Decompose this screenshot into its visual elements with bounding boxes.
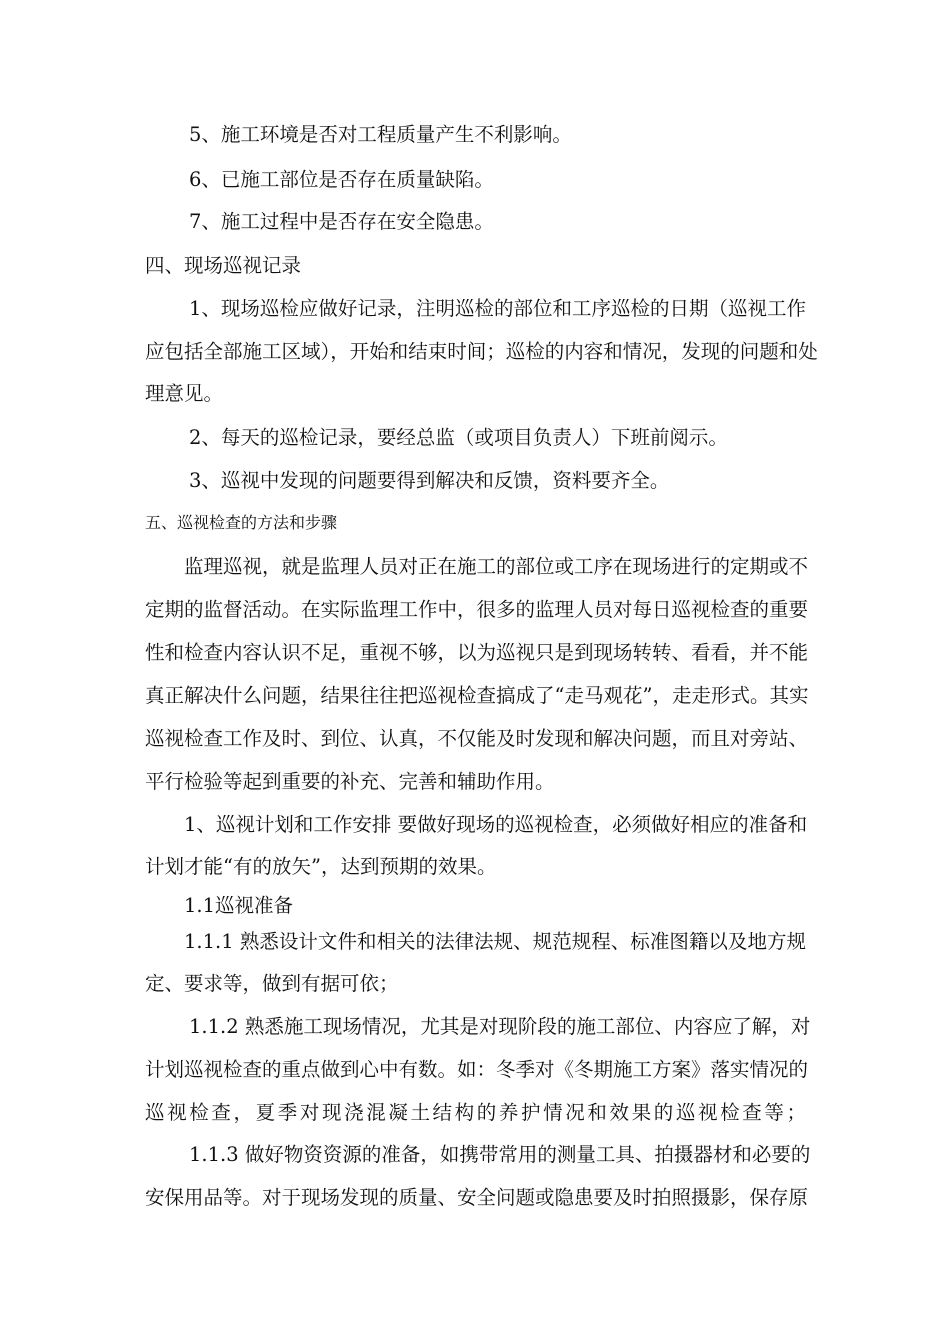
subsection-heading: 1.1巡视准备 bbox=[184, 894, 294, 917]
text-line: 定、要求等，做到有据可依； bbox=[145, 972, 399, 995]
text-line: 定期的监督活动。在实际监理工作中，很多的监理人员对每日巡视检查的重要 bbox=[145, 598, 809, 621]
text-line: 5、施工环境是否对工程质量产生不利影响。 bbox=[189, 123, 572, 146]
text-line: 计划巡视检查的重点做到心中有数。如：冬季对《冬期施工方案》落实情况的 bbox=[145, 1058, 809, 1081]
text-line: 2、每天的巡检记录，要经总监（或项目负责人）下班前阅示。 bbox=[189, 426, 728, 449]
text-line: 平行检验等起到重要的补充、完善和辅助作用。 bbox=[145, 770, 555, 793]
text-line: 1、现场巡检应做好记录，注明巡检的部位和工序巡检的日期（巡视工作 bbox=[189, 297, 806, 320]
text-line: 计划才能“有的放矢”，达到预期的效果。 bbox=[145, 855, 497, 878]
text-line: 1.1.1 熟悉设计文件和相关的法律法规、规范规程、标准图籍以及地方规 bbox=[184, 930, 806, 953]
text-line: 1.1.3 做好物资资源的准备，如携带常用的测量工具、拍摄器材和必要的 bbox=[189, 1143, 811, 1166]
text-line: 真正解决什么问题，结果往往把巡视检查搞成了“走马观花”，走走形式。其实 bbox=[145, 684, 809, 707]
text-line: 巡视检查，夏季对现浇混凝土结构的养护情况和效果的巡视检查等； bbox=[145, 1101, 806, 1124]
text-line: 监理巡视，就是监理人员对正在施工的部位或工序在现场进行的定期或不 bbox=[184, 555, 809, 578]
text-line: 3、巡视中发现的问题要得到解决和反馈，资料要齐全。 bbox=[189, 469, 670, 492]
section-heading: 五、巡视检查的方法和步骤 bbox=[145, 513, 338, 532]
text-line: 1.1.2 熟悉施工现场情况，尤其是对现阶段的施工部位、内容应了解，对 bbox=[189, 1015, 811, 1038]
text-line: 性和检查内容认识不足，重视不够，以为巡视只是到现场转转、看看，并不能 bbox=[145, 641, 809, 664]
text-line: 理意见。 bbox=[145, 382, 224, 405]
text-line: 巡视检查工作及时、到位、认真，不仅能及时发现和解决问题，而且对旁站、 bbox=[145, 727, 809, 750]
text-line: 7、施工过程中是否存在安全隐患。 bbox=[189, 210, 494, 233]
section-heading: 四、现场巡视记录 bbox=[145, 254, 302, 277]
text-line: 安保用品等。对于现场发现的质量、安全问题或隐患要及时拍照摄影，保存原 bbox=[145, 1186, 809, 1209]
text-line: 1、巡视计划和工作安排 要做好现场的巡视检查，必须做好相应的准备和 bbox=[184, 813, 808, 836]
text-line: 6、已施工部位是否存在质量缺陷。 bbox=[189, 168, 494, 191]
text-line: 应包括全部施工区域），开始和结束时间；巡检的内容和情况，发现的问题和处 bbox=[145, 340, 818, 363]
